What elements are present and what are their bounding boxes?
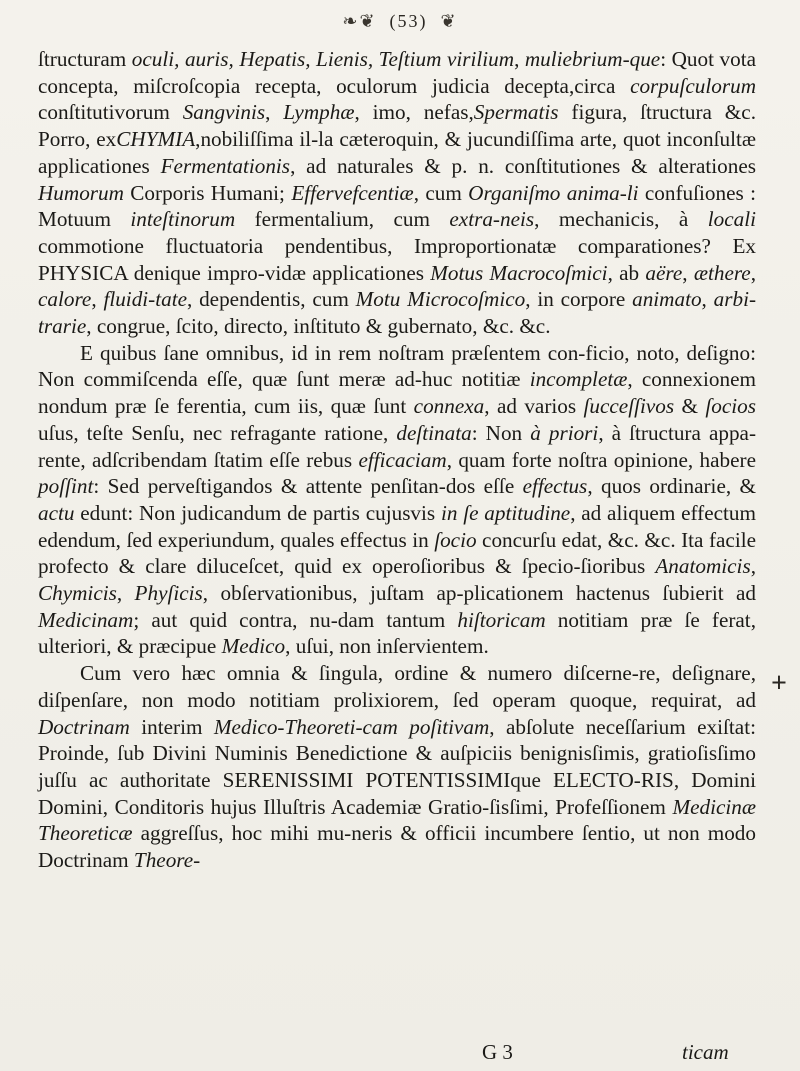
italic-run: muliebrium-que bbox=[524, 47, 661, 71]
italic-run: Organiſmo anima-li bbox=[468, 180, 639, 205]
text-run: , bbox=[514, 47, 525, 71]
text-run: , bbox=[91, 287, 104, 312]
signature-mark: G 3 bbox=[482, 1040, 513, 1064]
italic-run: Sangvinis bbox=[182, 100, 266, 125]
italic-run: Medicinæ Theoreticæ bbox=[38, 794, 756, 846]
italic-run: Effervefcentiæ bbox=[291, 180, 414, 205]
text-run: , mechanicis, à bbox=[534, 207, 708, 232]
text-run: , bbox=[265, 100, 284, 125]
italic-run: Lymphæ bbox=[283, 100, 355, 125]
italic-run: oculi, auris, Hepatis, Lienis, Teſtium virilium bbox=[131, 47, 515, 71]
text-run: conſtitutivorum bbox=[38, 100, 183, 125]
text-run: aggreſſus, hoc mihi mu-neris & officii incumbere ſentio, ut non modo Doctrinam bbox=[38, 821, 756, 873]
italic-run: Phyſicis bbox=[134, 581, 203, 606]
italic-run: arbi-trarie bbox=[38, 287, 757, 339]
italic-run: inteſtinorum bbox=[130, 207, 236, 232]
italic-run: poſſint bbox=[38, 474, 94, 499]
margin-mark: + bbox=[771, 668, 787, 699]
text-run: commotione fluctuatoria pendentibus, Improportionatæ comparationes? Ex PHYSICA denique impro-vidæ applicationes bbox=[38, 233, 756, 285]
text-run: confuſiones : Motuum bbox=[38, 180, 756, 232]
page-number: (53) bbox=[389, 11, 428, 31]
italic-run: calore bbox=[38, 287, 92, 312]
paragraph-3 bbox=[38, 660, 756, 874]
italic-run: aëre bbox=[645, 260, 683, 285]
italic-run: Motu Microcoſmico bbox=[355, 287, 526, 312]
italic-run: animato bbox=[632, 287, 702, 312]
main-text-block bbox=[38, 46, 756, 874]
text-run: , quam forte noſtra opinione, habere bbox=[446, 447, 756, 472]
text-run: interim bbox=[129, 714, 214, 739]
text-run: ; aut quid contra, nu-dam tantum bbox=[133, 607, 458, 632]
text-run: , bbox=[116, 581, 135, 606]
italic-run: Theore- bbox=[133, 848, 201, 873]
text-run: , ad varios bbox=[484, 394, 584, 419]
text-run: uſus, teſte Senſu, nec refragante ratione, bbox=[38, 420, 397, 445]
italic-run: deſtinata bbox=[396, 420, 472, 445]
italic-run: ſocio bbox=[434, 527, 477, 552]
text-run: : Sed perveſtigandos & attente penſitan-dos eſſe bbox=[93, 474, 523, 499]
text-run: , ab bbox=[607, 260, 646, 285]
italic-run: hiſtoricam bbox=[457, 607, 546, 632]
ornament-left: ❧❦ bbox=[342, 11, 377, 31]
paragraph-2 bbox=[38, 340, 756, 660]
italic-run: à priori bbox=[530, 420, 599, 445]
text-run: , abſolute neceſſarium exiſtat: Proinde, ſub Divini Numinis Benedictione & auſpiciis benignisſimis, gratioſisſimo juſſu ac authoritate SERENISSIMI POTENTISSIMIque ELECTO-RIS, Domini Domini, Conditoris hujus Illuſtris Academiæ Gratio-ſisſimi, Profeſſionem bbox=[38, 714, 756, 819]
text-run: , imo, nefas, bbox=[354, 100, 474, 125]
italic-run: incompletæ bbox=[529, 367, 628, 392]
italic-run: Medicinam bbox=[38, 607, 134, 632]
text-run: Cum vero hæc omnia & ſingula, ordine & numero diſcerne-re, deſignare, diſpenſare, non modo notitiam prolixiorem, ſed operam quoque, requirat, ad bbox=[38, 661, 756, 712]
italic-run: locali bbox=[707, 207, 756, 232]
italic-run: Medico bbox=[221, 634, 286, 659]
italic-run: Motus Macrocoſmici bbox=[430, 260, 608, 285]
paragraph-1 bbox=[38, 46, 756, 340]
text-run: , bbox=[682, 260, 694, 285]
catchword: ticam bbox=[682, 1040, 729, 1064]
italic-run: effectus bbox=[522, 474, 588, 499]
italic-run: corpuſculorum bbox=[630, 73, 756, 98]
italic-run: extra-neis bbox=[449, 207, 535, 232]
text-run: , cum bbox=[413, 180, 469, 205]
italic-run: Doctrinam bbox=[38, 714, 130, 739]
text-run: , ad aliquem effectum edendum, ſed experiundum, quales effectus in bbox=[38, 500, 756, 552]
italic-run: æthere bbox=[693, 260, 751, 285]
text-run: Corporis Humani; bbox=[123, 180, 292, 205]
text-run: concurſu edat, &c. &c. Ita facile profecto & clare diluceſcet, quid ex operoſioribus & ſpecio-ſioribus bbox=[38, 527, 756, 579]
text-run: , in corpore bbox=[525, 287, 633, 312]
text-run: : Quot vota concepta, miſcroſcopia recepta, oculorum judicia decepta,circa bbox=[38, 47, 756, 98]
page-header bbox=[0, 10, 800, 33]
italic-run: connexa bbox=[413, 394, 485, 419]
text-run: edunt: Non judicandum de partis cujusvis bbox=[74, 500, 441, 525]
text-run: , congrue, ſcito, directo, inſtituto & gubernato, &c. &c. bbox=[86, 314, 551, 339]
italic-run: efficaciam bbox=[358, 447, 447, 472]
italic-run: ſocios bbox=[705, 394, 756, 419]
text-run: fermentalium, cum bbox=[235, 207, 450, 232]
italic-run: Fermentationis bbox=[160, 153, 291, 178]
text-run: , bbox=[750, 554, 756, 579]
italic-run: in ſe aptitudine bbox=[440, 500, 571, 525]
text-run: , obſervationibus, juſtam ap-plicationem hactenus ſubierit ad bbox=[202, 581, 757, 606]
text-run: , à ſtructura appa-rente, adſcribendam ſtatim eſſe rebus bbox=[38, 420, 757, 472]
text-run: E quibus ſane omnibus, id in rem noſtram præſentem con-ficio, noto, deſigno: Non commiſcenda eſſe, quæ ſunt meræ ad-huc notitiæ bbox=[38, 340, 756, 392]
ornament-right: ❦ bbox=[440, 11, 458, 31]
text-run: & bbox=[674, 394, 706, 419]
text-run: figura, ſtructura &c. Porro, ex bbox=[38, 100, 756, 152]
italic-run: Spermatis bbox=[473, 100, 559, 125]
text-run: , uſui, non inſervientem. bbox=[285, 634, 489, 659]
text-run: , bbox=[750, 260, 757, 285]
italic-run: CHYMIA bbox=[116, 127, 196, 152]
text-run: : Non bbox=[471, 420, 531, 445]
italic-run: fluidi-tate bbox=[103, 287, 187, 312]
text-run: , dependentis, cum bbox=[187, 287, 356, 312]
text-run: , connexionem nondum præ ſe ferentia, cum iis, quæ ſunt bbox=[38, 367, 756, 419]
text-run: , bbox=[701, 287, 714, 312]
text-run: ,nobiliſſima il-la cæteroquin, & jucundiſſima arte, quot inconſultæ applicationes bbox=[38, 127, 756, 178]
italic-run: ſucceſſivos bbox=[583, 394, 675, 419]
italic-run: Medico-Theoreti-cam poſitivam bbox=[213, 714, 490, 739]
italic-run: Chymicis bbox=[38, 581, 117, 606]
italic-run: Anatomicis bbox=[655, 554, 751, 579]
text-run: notitiam præ ſe ferat, ulteriori, & præcipue bbox=[38, 607, 756, 659]
text-run: , quos ordinarie, & bbox=[587, 474, 756, 499]
text-run: ſtructuram bbox=[38, 47, 132, 71]
italic-run: actu bbox=[38, 500, 75, 525]
italic-run: Humorum bbox=[38, 180, 124, 205]
text-run: , ad naturales & p. n. conſtitutiones & alterationes bbox=[290, 153, 756, 178]
